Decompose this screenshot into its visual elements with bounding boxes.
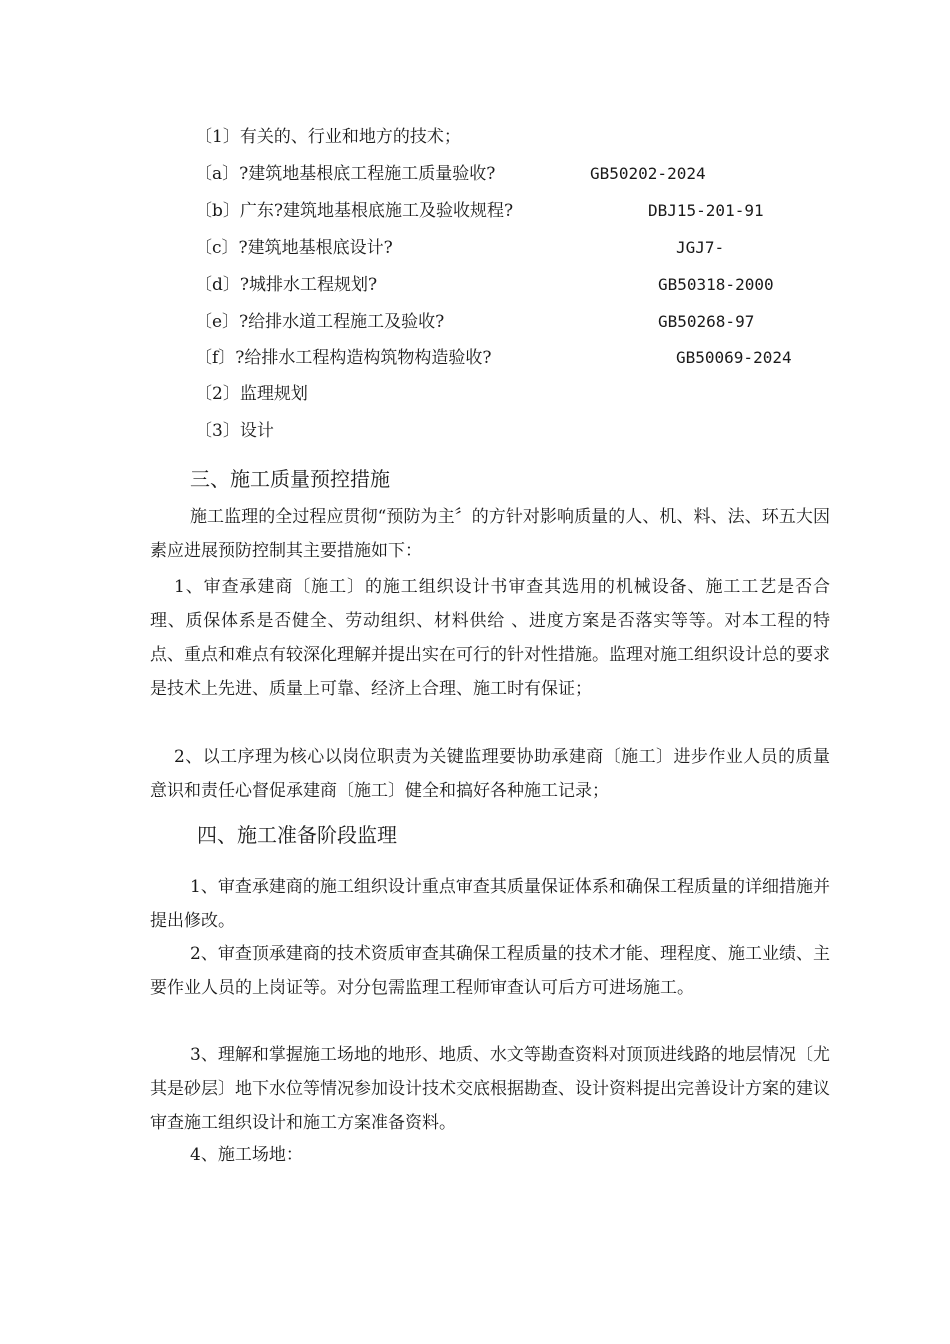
reference-e-label: 〔e〕?给排水道工程施工及验收? — [195, 312, 445, 332]
reference-a-label: 〔a〕?建筑地基根底工程施工质量验收? — [195, 164, 496, 184]
reference-a-code: GB50202-2024 — [590, 164, 706, 183]
reference-f-label: 〔f〕?给排水工程构造构筑物构造验收? — [195, 348, 492, 368]
section-4-paragraph-4: 4、施工场地： — [190, 1145, 303, 1165]
section-3-intro: 施工监理的全过程应贯彻“预防为主〞的方针对影响质量的人、机、料、法、环五大因素应进展预防控制其主要措施如下： — [150, 507, 830, 561]
section-4-paragraph-2: 2、审查顶承建商的技术资质审查其确保工程质量的技术才能、理程度、施工业绩、主要作业人员的上岗证等。对分包需监理工程师审查认可后方可进场施工。 — [150, 944, 830, 998]
reference-b-code: DBJ15-201-91 — [648, 201, 764, 220]
section-3-heading: 三、施工质量预控措施 — [190, 467, 390, 491]
reference-item-2: 〔2〕监理规划 — [195, 384, 308, 404]
section-4-heading: 四、施工准备阶段监理 — [197, 823, 397, 847]
reference-d-label: 〔d〕?城排水工程规划? — [195, 275, 378, 295]
reference-e-code: GB50268-97 — [658, 312, 755, 331]
reference-item-1: 〔1〕有关的、行业和地方的技术； — [195, 127, 461, 147]
reference-b-label: 〔b〕广东?建筑地基根底施工及验收规程? — [195, 201, 514, 221]
section-3-paragraph-1: 1、审查承建商〔施工〕的施工组织设计书审查其选用的机械设备、施工工艺是否合理、质保体系是否健全、劳动组织、材料供给 、进度方案是否落实等等。对本工程的特点、重点和难点有较深化理解并提出实在可行的针对性措施。监理对施工组织设计总的要求是技术上先进、质量上可靠、经济上合理、施工时有保证； — [150, 577, 830, 699]
reference-f-code: GB50069-2024 — [676, 348, 792, 367]
reference-c-label: 〔c〕?建筑地基根底设计? — [195, 238, 393, 258]
reference-c-code: JGJ7- — [676, 238, 725, 257]
section-4-paragraph-1: 1、审查承建商的施工组织设计重点审查其质量保证体系和确保工程质量的详细措施并提出修改。 — [150, 877, 830, 931]
reference-item-3: 〔3〕设计 — [195, 421, 274, 441]
section-4-paragraph-3: 3、理解和掌握施工场地的地形、地质、水文等勘查资料对顶顶进线路的地层情况〔尤其是砂层〕地下水位等情况参加设计技术交底根据勘查、设计资料提出完善设计方案的建议审查施工组织设计和施工方案准备资料。 — [150, 1045, 830, 1133]
reference-d-code: GB50318-2000 — [658, 275, 774, 294]
section-3-paragraph-2: 2、以工序理为核心以岗位职责为关键监理要协助承建商〔施工〕进步作业人员的质量意识和责任心督促承建商〔施工〕健全和搞好各种施工记录； — [150, 747, 830, 801]
